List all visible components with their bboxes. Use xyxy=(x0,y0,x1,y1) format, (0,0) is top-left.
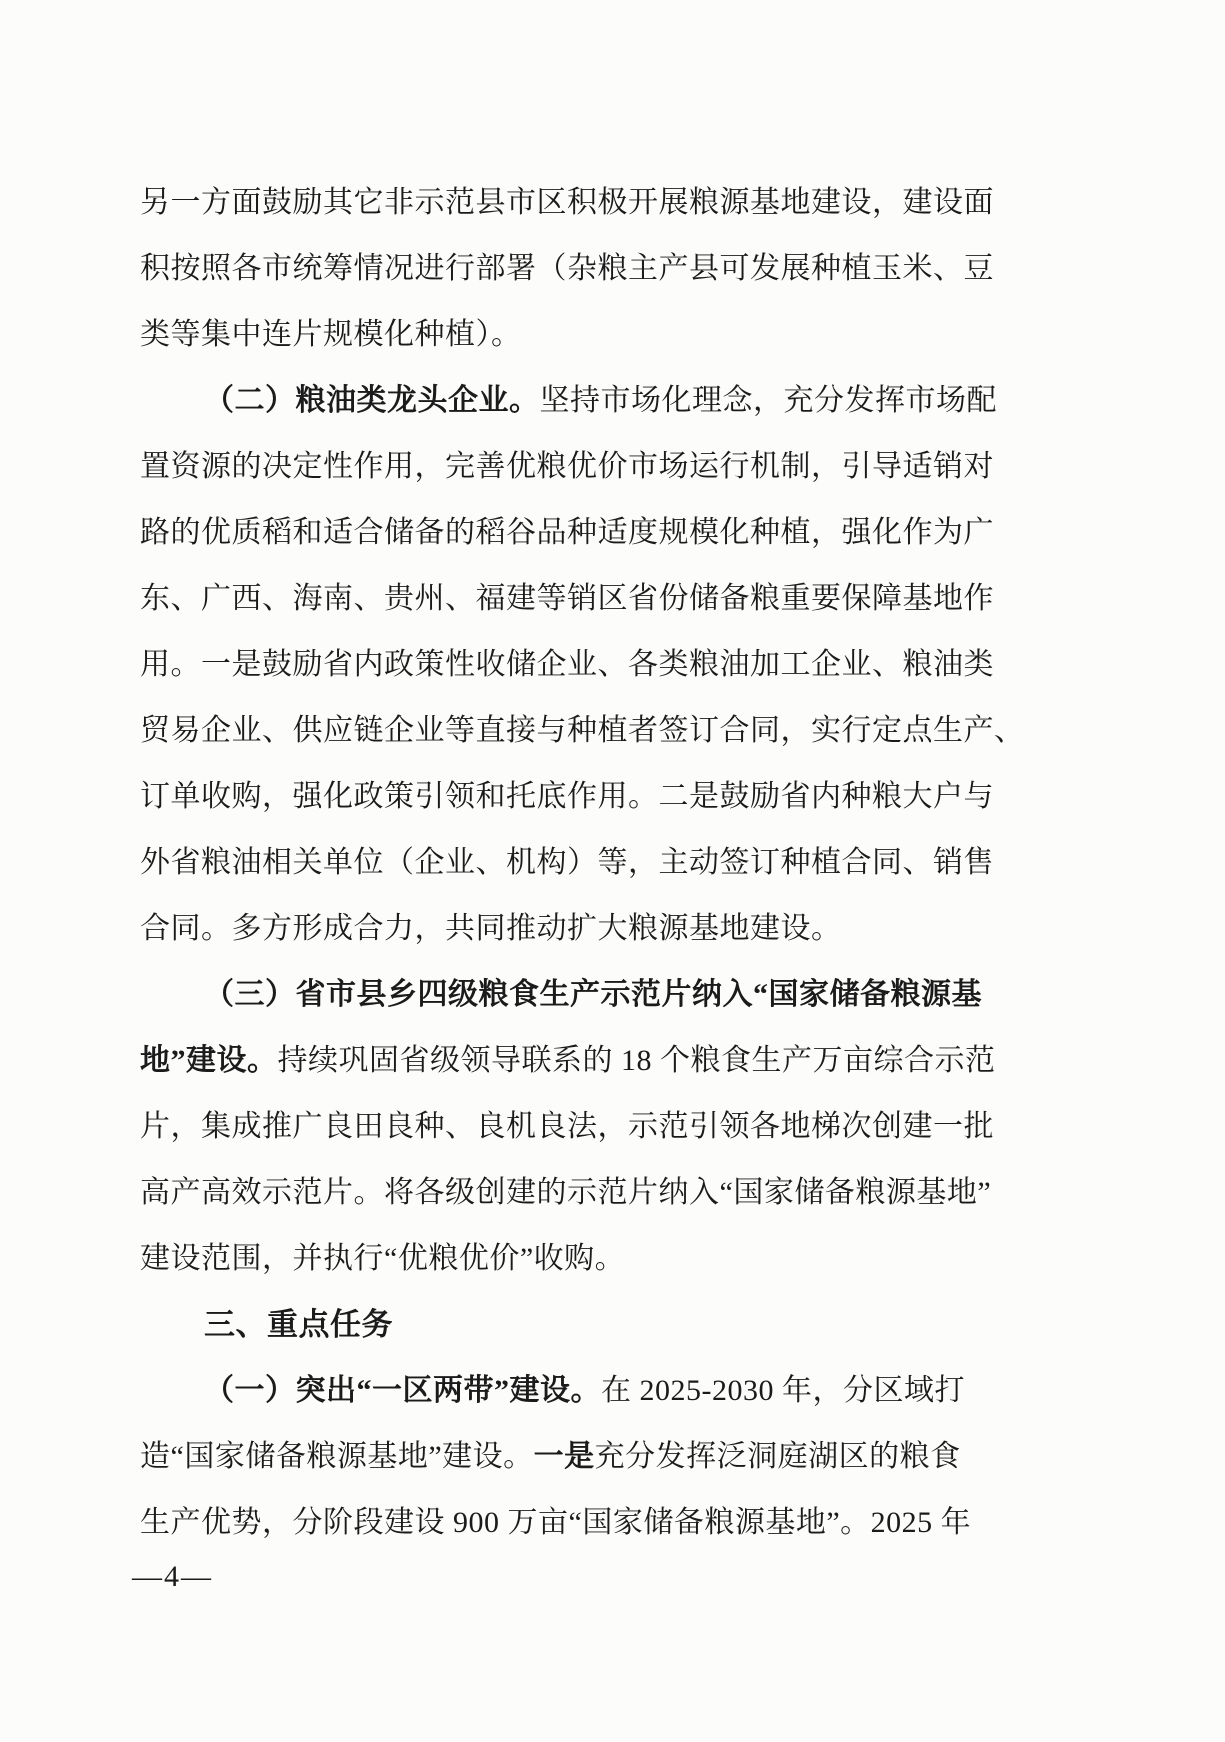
line-text: 片，集成推广良田良种、良机良法，示范引领各地梯次创建一批 xyxy=(140,1110,994,1143)
line-text: 另一方面鼓励其它非示范县市区积极开展粮源基地建设，建设面 xyxy=(140,186,994,219)
body-line-9 xyxy=(140,698,1025,764)
body-line-13-section-3-start xyxy=(140,962,1020,1028)
line-text: 东、广西、海南、贵州、福建等销区省份储备粮重要保障基地作 xyxy=(140,582,994,615)
body-line-5 xyxy=(140,434,1020,500)
body-line-2 xyxy=(140,236,1020,302)
task-1-title: （一）突出“一区两带”建设。 xyxy=(204,1374,601,1407)
document-body xyxy=(140,170,1025,1556)
line-text: 充分发挥泛洞庭湖区的粮食 xyxy=(594,1440,961,1473)
line-text: 贸易企业、供应链企业等直接与种植者签订合同，实行定点生产、 xyxy=(140,714,1025,747)
body-line-20 xyxy=(140,1424,1020,1490)
line-text: 订单收购，强化政策引领和托底作用。二是鼓励省内种粮大户与 xyxy=(140,780,994,813)
line-text: 用。一是鼓励省内政策性收储企业、各类粮油加工企业、粮油类 xyxy=(140,648,994,681)
line-text: 造“国家储备粮源基地”建设。 xyxy=(140,1440,534,1473)
emphasis-yishi: 一是 xyxy=(533,1440,595,1473)
body-line-10 xyxy=(140,764,1020,830)
page-number: —4— xyxy=(132,1560,213,1593)
line-text: 置资源的决定性作用，完善优粮优价市场运行机制，引导适销对 xyxy=(140,450,994,483)
line-text: 路的优质稻和适合储备的稻谷品种适度规模化种植，强化作为广 xyxy=(140,516,994,549)
body-line-14 xyxy=(140,1028,1020,1094)
line-text: 坚持市场化理念，充分发挥市场配 xyxy=(539,384,997,417)
section-3-title-continued: 地”建设。 xyxy=(140,1044,278,1077)
line-text: 合同。多方形成合力，共同推动扩大粮源基地建设。 xyxy=(140,912,842,945)
section-3-title: （三）省市县乡四级粮食生产示范片纳入“国家储备粮源基 xyxy=(204,978,982,1011)
body-line-7 xyxy=(140,566,1020,632)
line-text: 高产高效示范片。将各级创建的示范片纳入“国家储备粮源基地” xyxy=(140,1176,992,1209)
chapter-3-heading-text: 三、重点任务 xyxy=(204,1307,393,1342)
body-line-15 xyxy=(140,1094,1020,1160)
section-2-title: （二）粮油类龙头企业。 xyxy=(204,384,540,417)
line-text: 持续巩固省级领导联系的 18 个粮食生产万亩综合示范 xyxy=(277,1044,996,1077)
line-text: 生产优势，分阶段建设 900 万亩“国家储备粮源基地”。2025 年 xyxy=(140,1506,972,1539)
body-line-17 xyxy=(140,1226,1020,1292)
line-text: 建设范围，并执行“优粮优价”收购。 xyxy=(140,1242,626,1275)
body-line-21 xyxy=(140,1490,1020,1556)
body-line-3 xyxy=(140,302,1020,368)
body-line-19-task-1-start xyxy=(140,1358,1020,1424)
body-line-4-section-2-start xyxy=(140,368,1020,434)
body-line-12 xyxy=(140,896,1020,962)
body-line-6 xyxy=(140,500,1020,566)
line-text: 类等集中连片规模化种植）。 xyxy=(140,318,522,351)
body-line-8 xyxy=(140,632,1020,698)
body-line-16 xyxy=(140,1160,1020,1226)
line-text: 在 2025-2030 年，分区域打 xyxy=(601,1374,965,1407)
body-line-1 xyxy=(140,170,1020,236)
line-text: 积按照各市统筹情况进行部署（杂粮主产县可发展种植玉米、豆 xyxy=(140,252,994,285)
line-text: 外省粮油相关单位（企业、机构）等，主动签订种植合同、销售 xyxy=(140,846,994,879)
body-line-11 xyxy=(140,830,1020,896)
chapter-3-heading xyxy=(140,1292,1020,1358)
